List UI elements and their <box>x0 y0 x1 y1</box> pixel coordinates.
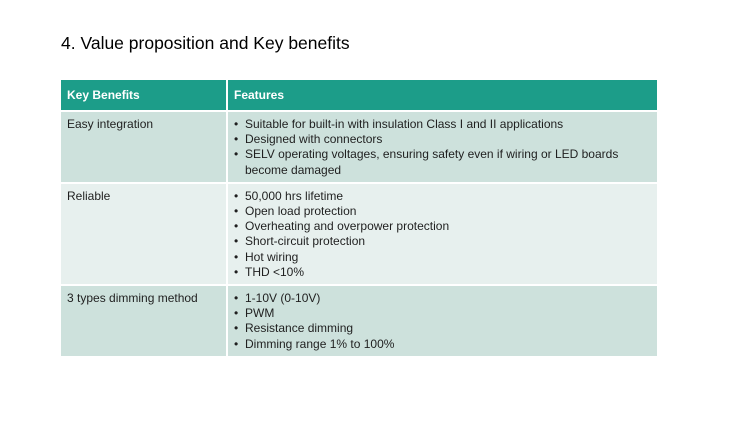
feature-item: • THD <10% <box>234 265 651 280</box>
feature-list <box>234 291 651 352</box>
feature-item: • Hot wiring <box>234 250 651 265</box>
feature-item: • Resistance dimming <box>234 321 651 336</box>
table-row <box>61 183 657 285</box>
feature-item: • Overheating and overpower protection <box>234 219 651 234</box>
feature-item: • SELV operating voltages, ensuring safety even if wiring or LED boards become damaged <box>234 147 651 177</box>
feature-item: • 1-10V (0-10V) <box>234 291 651 306</box>
feature-item: • Short-circuit protection <box>234 234 651 249</box>
benefits-table <box>61 80 657 358</box>
feature-item: • Dimming range 1% to 100% <box>234 337 651 352</box>
feature-list <box>234 189 651 280</box>
feature-item: • Designed with connectors <box>234 132 651 147</box>
header-key-benefits: Key Benefits <box>61 80 227 111</box>
features-cell <box>227 111 657 183</box>
table-row <box>61 285 657 357</box>
table-row <box>61 111 657 183</box>
table-header-row <box>61 80 657 111</box>
feature-item: • PWM <box>234 306 651 321</box>
header-features: Features <box>227 80 657 111</box>
feature-item: • Suitable for built-in with insulation Class I and II applications <box>234 117 651 132</box>
feature-list <box>234 117 651 178</box>
features-cell <box>227 183 657 285</box>
slide-title: 4. Value proposition and Key benefits <box>61 33 350 53</box>
benefit-cell: Easy integration <box>61 111 227 183</box>
benefit-cell: 3 types dimming method <box>61 285 227 357</box>
benefit-cell: Reliable <box>61 183 227 285</box>
features-cell <box>227 285 657 357</box>
feature-item: • Open load protection <box>234 204 651 219</box>
feature-item: • 50,000 hrs lifetime <box>234 189 651 204</box>
